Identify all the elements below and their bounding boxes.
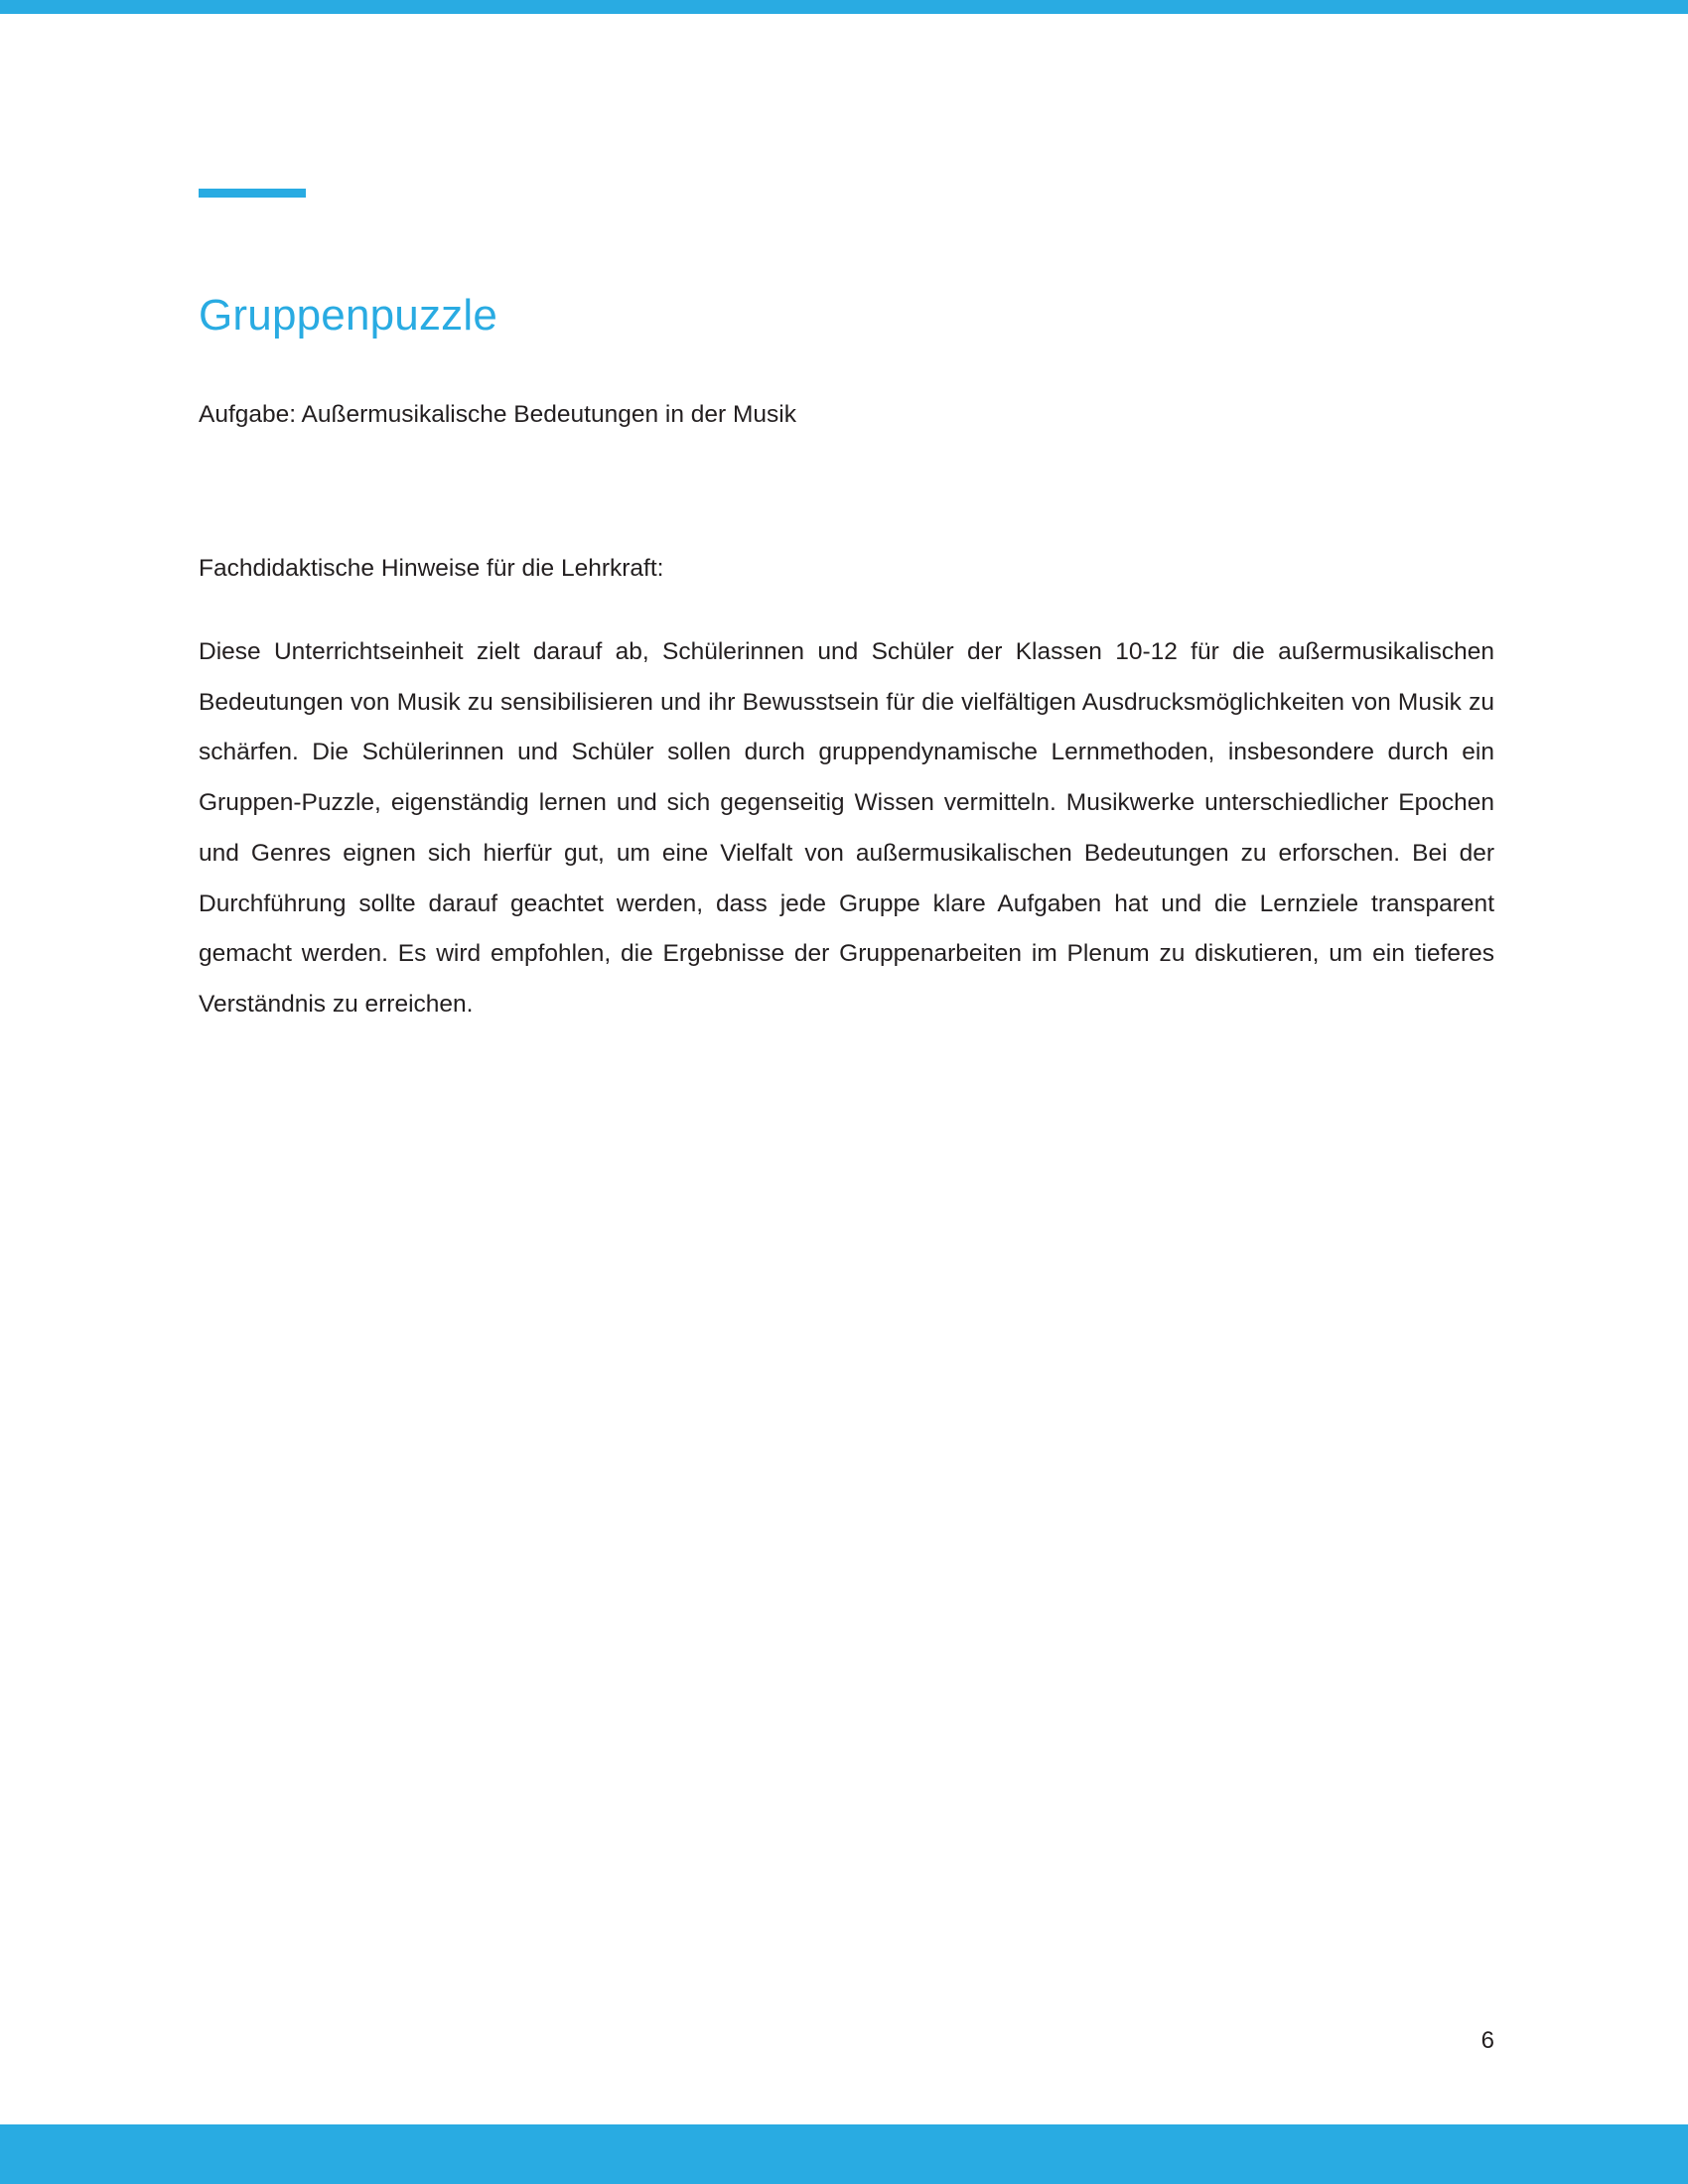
body-paragraph: Diese Unterrichtseinheit zielt darauf ab, Schülerinnen und Schüler der Klassen 10-12 für die außermusikalischen Bedeutungen von Musik zu sensibilisieren und ihr Bewusstsein für die vielfältigen Ausdrucksmöglichkeiten von Musik zu schärfen. Die Schülerinnen und Schüler sollen durch gruppendynamische Lernmethoden, insbesondere durch ein Gruppen-Puzzle, eigenständig lernen und sich gegenseitig Wissen vermitteln. Musikwerke unterschiedlicher Epochen und Genres eignen sich hierfür gut, um eine Vielfalt von außermusikalischen Bedeutungen zu erforschen. Bei der Durchführung sollte darauf geachtet werden, dass jede Gruppe klare Aufgaben hat und die Lernziele transparent gemacht werden. Es wird empfohlen, die Ergebnisse der Gruppenarbeiten im Plenum zu diskutieren, um ein tieferes Verständnis zu erreichen. [199,638,1494,1018]
top-accent-bar [0,0,1688,14]
title-accent-rule [199,189,306,198]
notes-heading: Fachdidaktische Hinweise für die Lehrkraft: [199,555,664,582]
page-title: Gruppenpuzzle [199,291,498,340]
page-number: 6 [1480,2027,1494,2054]
bottom-accent-bar [0,2124,1688,2184]
task-line: Aufgabe: Außermusikalische Bedeutungen in der Musik [199,401,796,428]
